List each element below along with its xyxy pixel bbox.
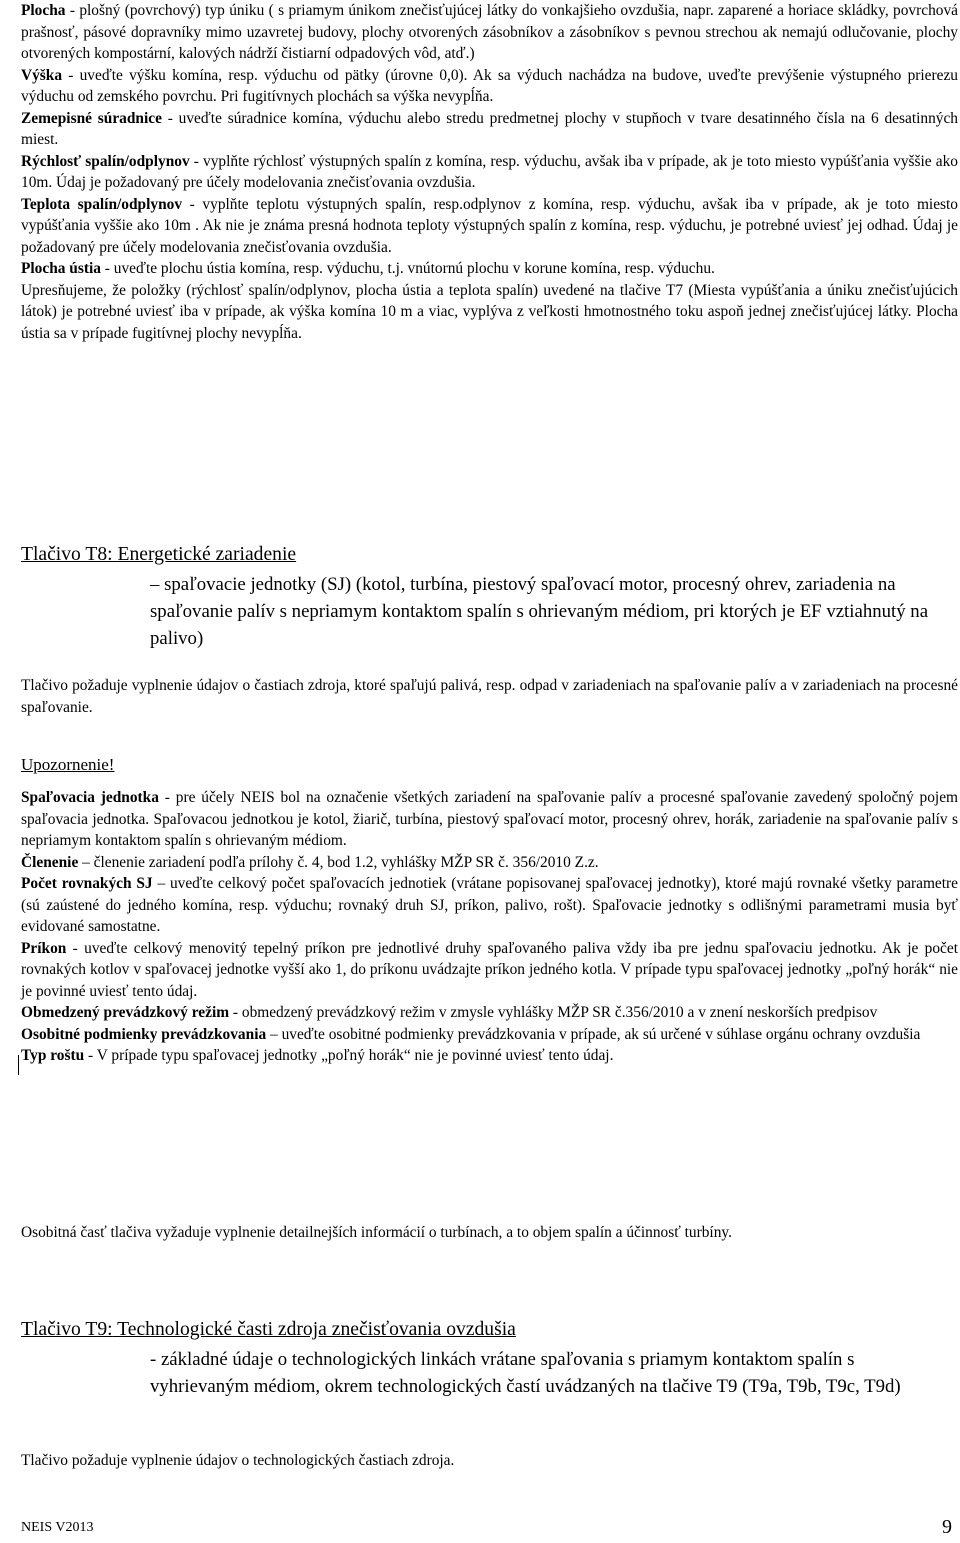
def-prikon: [21, 938, 958, 1003]
footer-version: NEIS V2013: [21, 1520, 94, 1535]
def-spalovacia-jednotka-text: - pre účely NEIS bol na označenie všetkých zariadení na spaľovanie palív a procesné spaľovanie zavedený spoločný pojem spaľovacia jednotka. Spaľovacou jednotkou je kotol, žiarič, turbína, piestový spaľovací motor, procesný ohrev, horák, zariadenie na spaľovanie palív s nepriamym kontaktom spalín s ohrievaným médiom.: [21, 789, 959, 849]
t8-turbiny-note: Osobitná časť tlačiva vyžaduje vyplnenie detailnejších informácií o turbínach, a to objem spalín a účinnosť turbíny.: [21, 1224, 732, 1241]
revision-bar: [18, 1055, 19, 1075]
t8-desc-sj: (SJ): [320, 574, 352, 595]
term-teplota: Teplota spalín/odplynov: [21, 195, 183, 213]
def-spalovacia-jednotka: [21, 787, 958, 852]
t8-intro: Tlačivo požaduje vyplnenie údajov o častiach zdroja, ktoré spaľujú palivá, resp. odpad v zariadeniach na spaľovanie palív a v zariadeniach na procesné spaľovanie.: [21, 677, 958, 716]
def-teplota: [21, 194, 958, 259]
t9-heading: [21, 1317, 958, 1343]
t9-description: - základné údaje o technologických linkách vrátane spaľovania s priamym kontaktom spalín s vyhrievaným médiom, okrem technologických častí uvádzaných na tlačive T9 (T9a, T9b, T9c, T9d): [150, 1349, 901, 1397]
def-plocha: [21, 0, 958, 65]
definitions-top: [21, 0, 958, 344]
def-typ-rostu-text: - V prípade typu spaľovacej jednotky „poľný horák“ nie je povinné uviesť tento údaj.: [84, 1047, 614, 1064]
t8-label: Tlačivo T8:: [21, 544, 113, 565]
def-zemepisne-text: - uveďte súradnice komína, výduchu alebo stredu predmetnej plochy v stupňoch v tvare desatinného čísla na 6 desatinných miest.: [21, 109, 958, 148]
def-rychlost: [21, 151, 958, 194]
t8-definitions: [21, 787, 958, 1067]
t8-heading: [21, 542, 958, 568]
def-vyska-text: - uveďte výšku komína, resp. výduchu od pätky (úrovne 0,0). Ak sa výduch nachádza na budove, uveďte prevýšenie výstupného prierezu výduchu od zemského povrchu. Pri fugitívnych plochách sa výška nevypĺňa.: [21, 66, 958, 105]
def-plocha-ustia-text: - uveďte plochu ústia komína, resp. výduchu, t.j. vnútornú plochu v korune komína, resp. výduchu.: [100, 260, 715, 277]
term-plocha-ustia: Plocha ústia: [21, 260, 101, 277]
term-typ-rostu: Typ roštu: [21, 1047, 85, 1064]
t8-description: [150, 571, 950, 652]
page-number: 9: [942, 1516, 952, 1538]
t8-desc-rest: (kotol, turbína, piestový spaľovací motor, procesný ohrev, zariadenia na spaľovanie palív s nepriamym kontaktom spalín s ohrievaným médiom, pri ktorých je EF vztiahnutý na palivo): [150, 574, 929, 649]
def-obmedzeny-rezim-text: - obmedzený prevádzkový režim v zmysle vyhlášky MŽP SR č.356/2010 a v znení neskorších predpisov: [229, 1004, 878, 1021]
t9-title: Technologické časti zdroja znečisťovania ovzdušia: [112, 1319, 516, 1340]
term-zemepisne: Zemepisné súradnice: [21, 109, 162, 127]
def-typ-rostu: [21, 1045, 958, 1067]
def-pocet-sj: [21, 873, 958, 938]
t8-title: Energetické zariadenie: [112, 544, 297, 565]
t9-intro: Tlačivo požaduje vyplnenie údajov o technologických častiach zdroja.: [21, 1452, 455, 1469]
term-plocha: Plocha: [21, 2, 66, 19]
def-pocet-sj-text: – uveďte celkový počet spaľovacích jednotiek (vrátane popisovanej spaľovacej jednotky), ktoré majú rovnaké všetky parametre (sú zaústené do jedného komína, resp. výduchu; rovnaký druh SJ, príkon, palivo, rošt). Spaľovacie jednotky s odlišnými parametrami musia byť evidované samostatne.: [21, 875, 958, 935]
def-plocha-ustia: [21, 258, 958, 280]
def-rychlost-text: - vyplňte rýchlosť výstupných spalín z komína, resp. výduchu, avšak iba v prípade, ak je toto miesto vypúšťania vyššie ako 10m. Údaj je požadovaný pre účely modelovania znečisťovania ovzdušia.: [21, 152, 958, 191]
def-clenenie: [21, 852, 958, 874]
t8-desc-dash: – spaľovacie jednotky: [150, 574, 321, 595]
def-vyska: [21, 65, 958, 108]
def-prikon-text: - uveďte celkový menovitý tepelný príkon pre jednotlivé druhy spaľovaného paliva vždy iba pre jednu spaľovaciu jednotku. Ak je počet rovnakých kotlov v spaľovacej jednotke vyšší ako 1, do príkonu uvádzajte príkon jedného kotla. V prípade typu spaľovacej jednotky „poľný horák“ nie je povinné uviesť tento údaj.: [21, 939, 958, 1000]
term-osobitne-podmienky: Osobitné podmienky prevádzkovania: [21, 1025, 267, 1043]
t9-label: Tlačivo T9:: [21, 1319, 113, 1340]
t8-section: [21, 542, 958, 649]
warning-heading: Upozornenie!: [21, 755, 115, 774]
term-prikon: Príkon: [21, 939, 67, 957]
def-plocha-text: - plošný (povrchový) typ úniku ( s priamym únikom znečisťujúcej látky do vonkajšieho ovzdušia, napr. zaparené a horiace skládky, povrchová prašnosť, pásové dopravníky mimo uzavretej budovy, plochy otvorených zásobníkov a zásobníkov s pevnou strechou ak nemajú odlučovanie, plochy otvorených kompostární, kalových nádrží čistiarní odpadových vôd, atď.): [21, 2, 958, 62]
term-vyska: Výška: [21, 66, 63, 84]
def-obmedzeny-rezim: [21, 1002, 958, 1024]
term-rychlost: Rýchlosť spalín/odplynov: [21, 152, 190, 170]
t9-section: [21, 1317, 958, 1397]
def-osobitne-podmienky-text: – uveďte osobitné podmienky prevádzkovania v prípade, ak sú určené v súhlase orgánu ochrany ovzdušia: [266, 1025, 921, 1043]
term-clenenie: Členenie: [21, 853, 79, 871]
term-obmedzeny-rezim: Obmedzený prevádzkový režim: [21, 1004, 230, 1021]
def-clenenie-text: – členenie zariadení podľa prílohy č. 4, bod 1.2, vyhlášky MŽP SR č. 356/2010 Z.z.: [78, 853, 599, 871]
note-upresnenie: Upresňujeme, že položky (rýchlosť spalín/odplynov, plocha ústia a teplota spalín) uvedené na tlačive T7 (Miesta vypúšťania a úniku znečisťujúcich látok) je potrebné uviesť iba v prípade, ak výška komína 10 m a viac, vyplýva z veľkosti hmotnostného toku aspoň jednej znečisťujúcej látky. Plocha ústia sa v prípade fugitívnej plochy nevypĺňa.: [21, 281, 958, 342]
def-zemepisne: [21, 108, 958, 151]
term-pocet-sj: Počet rovnakých SJ: [21, 875, 153, 892]
def-teplota-text: - vyplňte teplotu výstupných spalín, resp.odplynov z komína, resp. výduchu, avšak iba v prípade, ak je toto miesto vypúšťania vyššie ako 10m . Ak nie je známa presná hodnota teploty výstupných spalín z komína, resp. výduchu, je potrebné uviesť jej odhad. Údaj je požadovaný pre účely modelovania znečisťovania ovzdušia.: [21, 195, 959, 256]
def-osobitne-podmienky: [21, 1024, 958, 1046]
term-spalovacia-jednotka: Spaľovacia jednotka: [21, 789, 159, 806]
